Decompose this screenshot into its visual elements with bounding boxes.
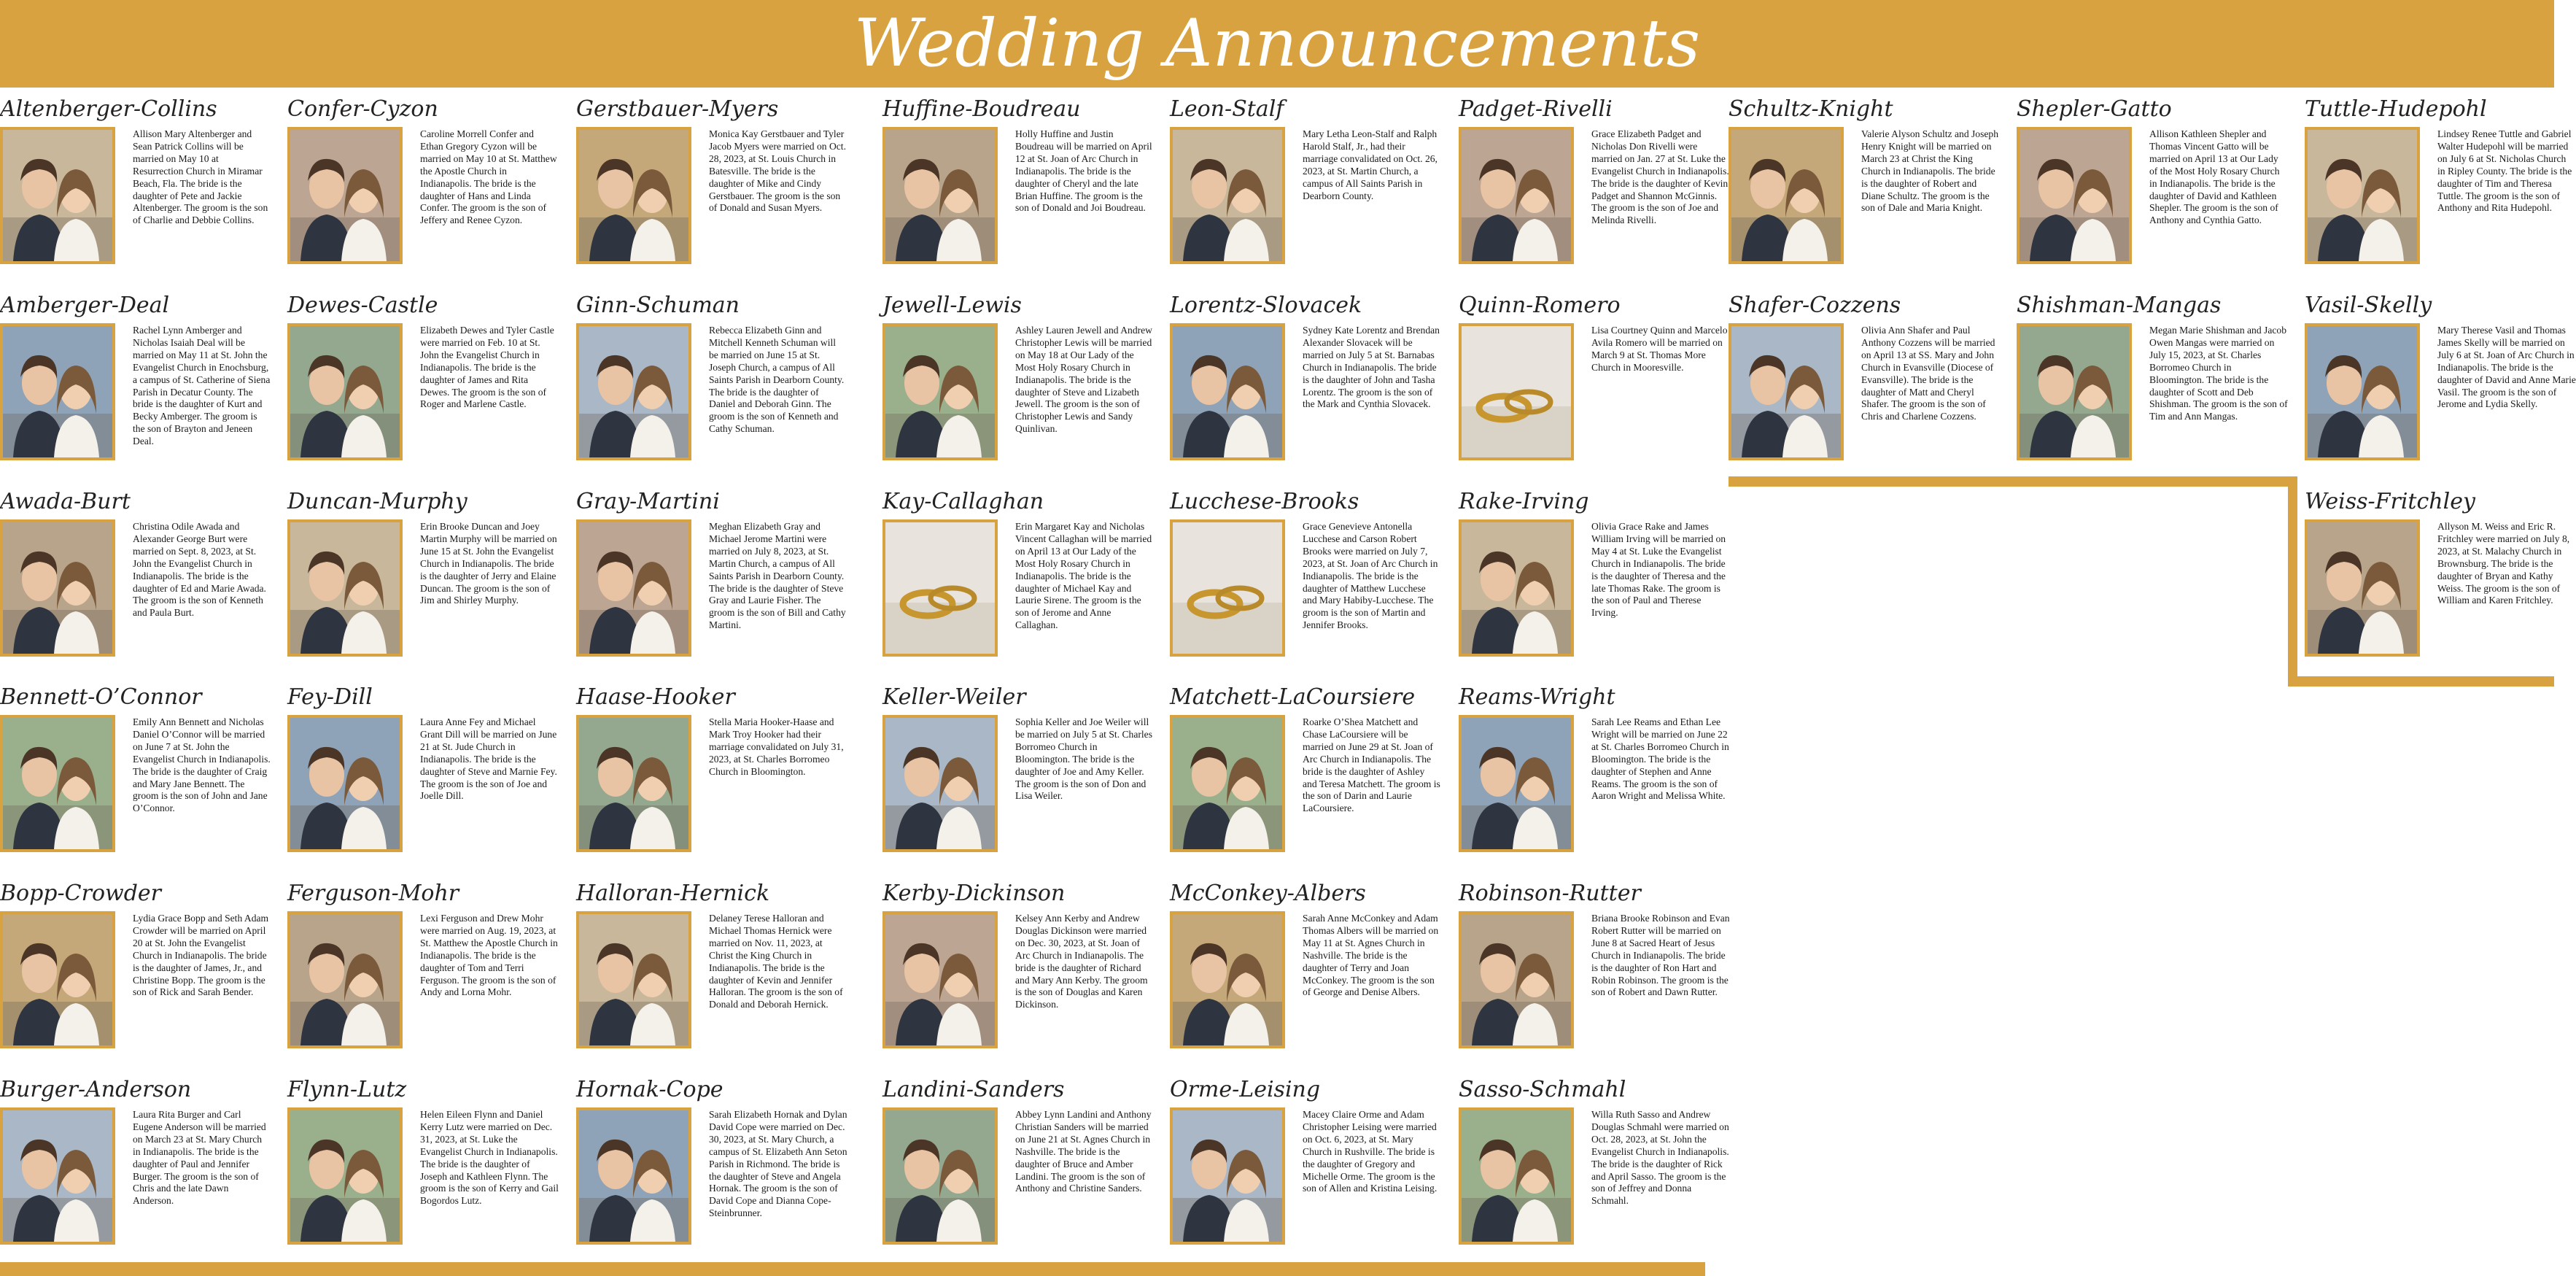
announcement-surname: Leon-Stalf	[1170, 96, 1284, 122]
couple-photo	[1459, 911, 1574, 1048]
announcement	[0, 684, 270, 870]
announcement-text: Rachel Lynn Amberger and Nicholas Isaiah Deal will be married on May 11 at St. John the Evangelist Church in Enochsburg, a campus of St. Catherine of Siena Parish in Decatur County. The bride is the daughter of Kurt and Becky Amberger. The groom is the son of Brayton and Jeneen Deal.	[133, 325, 271, 447]
announcement-text: Meghan Elizabeth Gray and Michael Jerome Martini were married on July 8, 2023, at St. Martin Church, a campus of All Saints Parish in Dearborn County. The bride is the daughter of Steve Gray and Laurie Fisher. The groom is the son of Bill and Cathy Martini.	[709, 521, 846, 631]
announcement-text: Helen Eileen Flynn and Daniel Kerry Lutz were married on Dec. 31, 2023, at St. Luke the Evangelist Church in Indianapolis. The bride is the daughter of Joseph and Kathleen Flynn. The groom is the son of Kerry and Gail Bogordos Lutz.	[420, 1109, 559, 1207]
announcement-surname: Ferguson-Mohr	[287, 881, 459, 906]
couple-photo	[1459, 519, 1574, 657]
couple-photo	[576, 911, 691, 1048]
announcement-text: Stella Maria Hooker-Haase and Mark Troy Hooker had their marriage convalidated on July 31, 2023, at St. Charles Borromeo Church in Bloomington.	[709, 716, 844, 777]
announcement	[882, 489, 1152, 675]
announcement	[882, 293, 1152, 479]
couple-photo	[0, 519, 115, 657]
couple-photo	[882, 519, 998, 657]
announcement	[576, 1077, 846, 1263]
announcement-text: Kelsey Ann Kerby and Andrew Douglas Dickinson were married on Dec. 30, 2023, at St. Joan of Arc Church in Indianapolis. The bride is the daughter of Richard and Mary Ann Kerby. The groom is the son of Douglas and Karen Dickinson.	[1015, 913, 1148, 1010]
announcement	[1459, 1077, 1729, 1263]
announcement	[2305, 489, 2575, 675]
couple-photo	[882, 127, 998, 264]
couple-photo	[576, 127, 691, 264]
announcement	[1459, 881, 1729, 1067]
announcement-surname: Gray-Martini	[576, 489, 720, 514]
bottom-bar	[0, 1262, 1705, 1276]
announcement-text: Laura Anne Fey and Michael Grant Dill will be married on June 21 at St. Jude Church in Indianapolis. The bride is the daughter of Steve and Marnie Fey. The groom is the son of Joe and Joelle Dill.	[420, 716, 557, 802]
announcement	[576, 881, 846, 1067]
announcement-surname: Confer-Cyzon	[287, 96, 438, 122]
announcement-text: Elizabeth Dewes and Tyler Castle were married on Feb. 10 at St. John the Evangelist Church in Indianapolis. The bride is the daughter of James and Rita Dewes. The groom is the son of Roger and Marlene Castle.	[420, 325, 554, 410]
couple-photo	[882, 1107, 998, 1245]
couple-photo	[1459, 127, 1574, 264]
announcement	[1729, 293, 1998, 479]
announcement-surname: Reams-Wright	[1459, 684, 1615, 710]
announcement-surname: Kay-Callaghan	[882, 489, 1044, 514]
announcement	[882, 1077, 1152, 1263]
announcement-surname: Bennett-O’Connor	[0, 684, 202, 710]
couple-photo	[287, 323, 403, 460]
announcement-surname: Amberger-Deal	[0, 293, 170, 318]
announcement	[1459, 684, 1729, 870]
announcement-surname: Shepler-Gatto	[2017, 96, 2172, 122]
announcement-surname: Huffine-Boudreau	[882, 96, 1081, 122]
announcement	[1729, 96, 1998, 282]
announcement	[2017, 96, 2286, 282]
announcement-surname: Orme-Leising	[1170, 1077, 1321, 1102]
announcement-surname: Rake-Irving	[1459, 489, 1589, 514]
announcement-text: Grace Elizabeth Padget and Nicholas Don Rivelli were married on Jan. 27 at St. Luke the Evangelist Church in Indianapolis. The bride is the daughter of Kevin Padget and Shannon McGinnis. The groom is the son of Joe and Melinda Rivelli.	[1591, 128, 1729, 226]
announcement	[576, 684, 846, 870]
announcement-text: Christina Odile Awada and Alexander George Burt were married on Sept. 8, 2023, at St. John the Evangelist Church in Indianapolis. The bride is the daughter of Ed and Marie Awada. The groom is the son of Kenneth and Paula Burt.	[133, 521, 266, 619]
couple-photo	[576, 323, 691, 460]
announcement-surname: Altenberger-Collins	[0, 96, 217, 122]
announcement-text: Laura Rita Burger and Carl Eugene Anderson will be married on March 23 at St. Mary Church in Indianapolis. The bride is the daughter of Paul and Jennifer Burger. The groom is the son of Chris and the late Dawn Anderson.	[133, 1109, 266, 1207]
announcement	[882, 881, 1152, 1067]
announcement-surname: Lorentz-Slovacek	[1170, 293, 1362, 318]
couple-photo	[2017, 127, 2132, 264]
announcement-surname: Shishman-Mangas	[2017, 293, 2222, 318]
announcement	[0, 293, 270, 479]
page-title: Wedding Announcements	[853, 5, 1701, 82]
announcement	[882, 96, 1152, 282]
announcement-text: Lisa Courtney Quinn and Marcelo Avila Romero will be married on March 9 at St. Thomas More Church in Mooresville.	[1591, 325, 1728, 373]
announcement-surname: Flynn-Lutz	[287, 1077, 407, 1102]
couple-photo	[0, 911, 115, 1048]
couple-photo	[2017, 323, 2132, 460]
announcement	[1170, 1077, 1440, 1263]
couple-photo	[1170, 1107, 1285, 1245]
announcement	[287, 489, 557, 675]
announcement-text: Sophia Keller and Joe Weiler will be married on July 5 at St. Charles Borromeo Church in Bloomington. The bride is the daughter of Joe and Amy Keller. The groom is the son of Don and Lisa Weiler.	[1015, 716, 1153, 802]
announcement-surname: Lucchese-Brooks	[1170, 489, 1359, 514]
announcement-text: Allyson M. Weiss and Eric R. Fritchley were married on July 8, 2023, at St. Malachy Church in Brownsburg. The bride is the daughter of Bryan and Kathy Weiss. The groom is the son of William and Karen Fritchley.	[2437, 521, 2570, 606]
section-divider-horizontal-lower	[2288, 676, 2554, 687]
announcement-text: Willa Ruth Sasso and Andrew Douglas Schmahl were married on Oct. 28, 2023, at St. John the Evangelist Church in Indianapolis. The bride is the daughter of Rick and April Sasso. The groom is the son of Jeffrey and Donna Schmahl.	[1591, 1109, 1729, 1207]
announcement	[287, 293, 557, 479]
announcement	[287, 684, 557, 870]
announcement-surname: Hornak-Cope	[576, 1077, 723, 1102]
announcement	[1170, 293, 1440, 479]
couple-photo	[1729, 323, 1844, 460]
couple-photo	[2305, 127, 2420, 264]
announcement-surname: Fey-Dill	[287, 684, 373, 710]
announcement	[2305, 96, 2575, 282]
couple-photo	[576, 1107, 691, 1245]
couple-photo	[2305, 519, 2420, 657]
announcement-text: Olivia Grace Rake and James William Irving will be married on May 4 at St. Luke the Evangelist Church in Indianapolis. The bride is the daughter of Theresa and the late Thomas Rake. The groom is the son of Paul and Therese Irving.	[1591, 521, 1726, 619]
announcement-surname: Landini-Sanders	[882, 1077, 1065, 1102]
announcement	[0, 489, 270, 675]
announcement	[1459, 293, 1729, 479]
announcement-text: Allison Kathleen Shepler and Thomas Vincent Gatto will be married on April 13 at Our Lady of the Most Holy Rosary Church in Indianapolis. The bride is the daughter of David and Kathleen Shepler. The groom is the son of Anthony and Cynthia Gatto.	[2149, 128, 2280, 226]
announcement	[1170, 881, 1440, 1067]
announcement	[1459, 489, 1729, 675]
announcement-text: Erin Brooke Duncan and Joey Martin Murphy will be married on June 15 at St. John the Evangelist Church in Indianapolis. The bride is the daughter of Jerry and Elaine Duncan. The groom is the son of Jim and Shirley Murphy.	[420, 521, 557, 606]
announcement-text: Monica Kay Gerstbauer and Tyler Jacob Myers were married on Oct. 28, 2023, at St. Louis Church in Batesville. The bride is the daughter of Mike and Cindy Gerstbauer. The groom is the son of Donald and Susan Myers.	[709, 128, 846, 214]
announcement-surname: Gerstbauer-Myers	[576, 96, 779, 122]
announcement-text: Sarah Lee Reams and Ethan Lee Wright will be married on June 22 at St. Charles Borromeo Church in Bloomington. The bride is the daughter of Stephen and Anne Reams. The groom is the son of Aaron Wright and Melissa White.	[1591, 716, 1729, 802]
announcement-surname: Weiss-Fritchley	[2305, 489, 2475, 514]
announcement	[576, 96, 846, 282]
announcement-surname: Tuttle-Hudepohl	[2305, 96, 2487, 122]
announcement-text: Mary Letha Leon-Stalf and Ralph Harold Stalf, Jr., had their marriage convalidated on Oct. 26, 2023, at St. Martin Church, a campus of All Saints Parish in Dearborn County.	[1303, 128, 1438, 201]
couple-photo	[2305, 323, 2420, 460]
announcement	[576, 293, 846, 479]
couple-photo	[1170, 911, 1285, 1048]
announcement-surname: Jewell-Lewis	[882, 293, 1022, 318]
couple-photo	[882, 715, 998, 852]
announcement-text: Sarah Elizabeth Hornak and Dylan David Cope were married on Dec. 30, 2023, at St. Mary Church, a campus of St. Elizabeth Ann Seton Parish in Richmond. The bride is the daughter of Steve and Angela Hornak. The groom is the son of David Cope and Dianna Cope-Steinbrunner.	[709, 1109, 847, 1219]
announcement-text: Lexi Ferguson and Drew Mohr were married on Aug. 19, 2023, at St. Matthew the Apostle Church in Indianapolis. The bride is the daughter of Tom and Terri Ferguson. The groom is the son of Andy and Lorna Mohr.	[420, 913, 558, 998]
announcement	[1170, 96, 1440, 282]
announcement-surname: Vasil-Skelly	[2305, 293, 2432, 318]
couple-photo	[0, 127, 115, 264]
announcement-surname: Bopp-Crowder	[0, 881, 161, 906]
couple-photo	[1170, 323, 1285, 460]
announcement-surname: Awada-Burt	[0, 489, 131, 514]
announcement-surname: Keller-Weiler	[882, 684, 1026, 710]
couple-photo	[1459, 715, 1574, 852]
announcement-text: Lydia Grace Bopp and Seth Adam Crowder will be married on April 20 at St. John the Evangelist Church in Indianapolis. The bride is the daughter of James, Jr., and Christine Bopp. The groom is the son of Rick and Sarah Bender.	[133, 913, 269, 998]
announcement	[0, 881, 270, 1067]
announcement	[2017, 293, 2286, 479]
couple-photo	[287, 1107, 403, 1245]
announcement-text: Macey Claire Orme and Adam Christopher Leising were married on Oct. 6, 2023, at St. Mary Church in Rushville. The bride is the daughter of Gregory and Michelle Orme. The groom is the son of Allen and Kristina Leising.	[1303, 1109, 1438, 1194]
announcement-text: Abbey Lynn Landini and Anthony Christian Sanders will be married on June 21 at St. Agnes Church in Nashville. The bride is the daughter of Bruce and Amber Landini. The groom is the son of Anthony and Christine Sanders.	[1015, 1109, 1152, 1194]
couple-photo	[576, 519, 691, 657]
couple-photo	[882, 911, 998, 1048]
announcement	[0, 96, 270, 282]
announcement-surname: Burger-Anderson	[0, 1077, 192, 1102]
couple-photo	[0, 1107, 115, 1245]
announcement-surname: Schultz-Knight	[1729, 96, 1893, 122]
couple-photo	[576, 715, 691, 852]
couple-photo	[1459, 1107, 1574, 1245]
announcement	[1170, 489, 1440, 675]
announcement-surname: Ginn-Schuman	[576, 293, 740, 318]
announcement-surname: Matchett-LaCoursiere	[1170, 684, 1416, 710]
announcement-text: Rebecca Elizabeth Ginn and Mitchell Kenneth Schuman will be married on June 15 at St. Joseph Church, a campus of All Saints Parish in Dearborn County. The bride is the daughter of Daniel and Deborah Ginn. The groom is the son of Kenneth and Cathy Schuman.	[709, 325, 845, 435]
announcement	[576, 489, 846, 675]
section-divider-vertical	[2288, 476, 2297, 687]
announcement-text: Grace Genevieve Antonella Lucchese and Carson Robert Brooks were married on July 7, 2023, at St. Joan of Arc Church in Indianapolis. The bride is the daughter of Matthew Lucchese and Mary Habiby-Lucchese. The groom is the son of Martin and Jennifer Brooks.	[1303, 521, 1438, 631]
announcement-surname: Robinson-Rutter	[1459, 881, 1641, 906]
couple-photo	[1729, 127, 1844, 264]
announcement-surname: Duncan-Murphy	[287, 489, 468, 514]
announcement-text: Caroline Morrell Confer and Ethan Gregory Cyzon will be married on May 10 at St. Matthew the Apostle Church in Indianapolis. The bride is the daughter of Hans and Linda Confer. The groom is the son of Jeffery and Renee Cyzon.	[420, 128, 557, 226]
couple-photo	[287, 715, 403, 852]
couple-photo	[0, 323, 115, 460]
announcement-text: Sydney Kate Lorentz and Brendan Alexander Slovacek will be married on July 5 at St. Barnabas Church in Indianapolis. The bride is the daughter of John and Tasha Lorentz. The groom is the son of the Mark and Cynthia Slovacek.	[1303, 325, 1440, 410]
announcement-text: Ashley Lauren Jewell and Andrew Christopher Lewis will be married on May 18 at Our Lady of the Most Holy Rosary Church in Indianapolis. The bride is the daughter of Steve and Lizabeth Jewell. The groom is the son of Christopher Lewis and Sandy Quinlivan.	[1015, 325, 1152, 435]
announcement-text: Erin Margaret Kay and Nicholas Vincent Callaghan will be married on April 13 at Our Lady of the Most Holy Rosary Church in Indianapolis. The bride is the daughter of Michael Kay and Laurie Sirene. The groom is the son of Jerome and Anne Callaghan.	[1015, 521, 1152, 631]
announcement	[0, 1077, 270, 1263]
announcement-surname: Halloran-Hernick	[576, 881, 770, 906]
announcement-text: Holly Huffine and Justin Boudreau will be married on April 12 at St. Joan of Arc Church in Indianapolis. The bride is the daughter of Cheryl and the late Brian Huffine. The groom is the son of Donald and Joi Boudreau.	[1015, 128, 1152, 214]
announcement	[287, 96, 557, 282]
couple-photo	[1170, 127, 1285, 264]
announcement-text: Mary Therese Vasil and Thomas James Skelly will be married on July 6 at St. Joan of Arc Church in Indianapolis. The bride is the daughter of David and Anne Marie Vasil. The groom is the son of Jerome and Lydia Skelly.	[2437, 325, 2576, 410]
couple-photo	[1459, 323, 1574, 460]
announcement	[287, 1077, 557, 1263]
couple-photo	[882, 323, 998, 460]
couple-photo	[1170, 715, 1285, 852]
announcement-surname: Kerby-Dickinson	[882, 881, 1066, 906]
announcement-surname: Haase-Hooker	[576, 684, 735, 710]
announcement-surname: Shafer-Cozzens	[1729, 293, 1901, 318]
announcement-surname: Quinn-Romero	[1459, 293, 1621, 318]
couple-photo	[287, 127, 403, 264]
announcement-text: Lindsey Renee Tuttle and Gabriel Walter Hudepohl will be married on July 6 at St. Nicholas Church in Ripley County. The bride is the daughter of Tim and Theresa Tuttle. The groom is the son of Anthony and Rita Hudepohl.	[2437, 128, 2572, 214]
announcement-text: Emily Ann Bennett and Nicholas Daniel O’Connor will be married on June 7 at St. John the Evangelist Church in Indianapolis. The bride is the daughter of Craig and Mary Jane Bennett. The groom is the son of John and Jane O’Connor.	[133, 716, 271, 814]
announcement	[287, 881, 557, 1067]
announcement-text: Megan Marie Shishman and Jacob Owen Mangas were married on July 15, 2023, at St. Charles Borromeo Church in Bloomington. The bride is the daughter of Scott and Deb Shishman. The groom is the son of Tim and Ann Mangas.	[2149, 325, 2288, 422]
announcement-text: Valerie Alyson Schultz and Joseph Henry Knight will be married on March 23 at Christ the King Church in Indianapolis. The bride is the daughter of Robert and Diane Schultz. The groom is the son of Dale and Maria Knight.	[1861, 128, 1999, 214]
announcement-surname: Sasso-Schmahl	[1459, 1077, 1626, 1102]
announcement	[1459, 96, 1729, 282]
announcement-text: Olivia Ann Shafer and Paul Anthony Cozzens will be married on April 13 at SS. Mary and John Church in Evansville (Diocese of Evansville). The bride is the daughter of Matt and Cheryl Shafer. The groom is the son of Chris and Charlene Cozzens.	[1861, 325, 1995, 422]
announcement	[2305, 293, 2575, 479]
announcement-text: Sarah Anne McConkey and Adam Thomas Albers will be married on May 11 at St. Agnes Church in Nashville. The bride is the daughter of Terry and Joan McConkey. The groom is the son of George and Denise Albers.	[1303, 913, 1439, 998]
announcement-text: Allison Mary Altenberger and Sean Patrick Collins will be married on May 10 at Resurrection Church in Miramar Beach, Fla. The bride is the daughter of Pete and Jackie Altenberger. The groom is the son of Charlie and Debbie Collins.	[133, 128, 268, 226]
announcement-surname: Dewes-Castle	[287, 293, 438, 318]
announcement-text: Briana Brooke Robinson and Evan Robert Rutter will be married on June 8 at Sacred Heart of Jesus Church in Indianapolis. The bride is the daughter of Ron Hart and Robin Robinson. The groom is the son of Robert and Dawn Rutter.	[1591, 913, 1730, 998]
announcement-text: Roarke O’Shea Matchett and Chase LaCoursiere will be married on June 29 at St. Joan of Arc Church in Indianapolis. The bride is the daughter of Ashley and Teresa Matchett. The groom is the son of Darin and Laurie LaCoursiere.	[1303, 716, 1440, 814]
couple-photo	[0, 715, 115, 852]
announcement-surname: McConkey-Albers	[1170, 881, 1366, 906]
couple-photo	[1170, 519, 1285, 657]
announcement	[1170, 684, 1440, 870]
announcement	[882, 684, 1152, 870]
couple-photo	[287, 519, 403, 657]
couple-photo	[287, 911, 403, 1048]
announcement-surname: Padget-Rivelli	[1459, 96, 1613, 122]
announcement-text: Delaney Terese Halloran and Michael Thomas Hernick were married on Nov. 11, 2023, at Christ the King Church in Indianapolis. The bride is the daughter of Kevin and Jennifer Halloran. The groom is the son of Donald and Deborah Hernick.	[709, 913, 843, 1010]
